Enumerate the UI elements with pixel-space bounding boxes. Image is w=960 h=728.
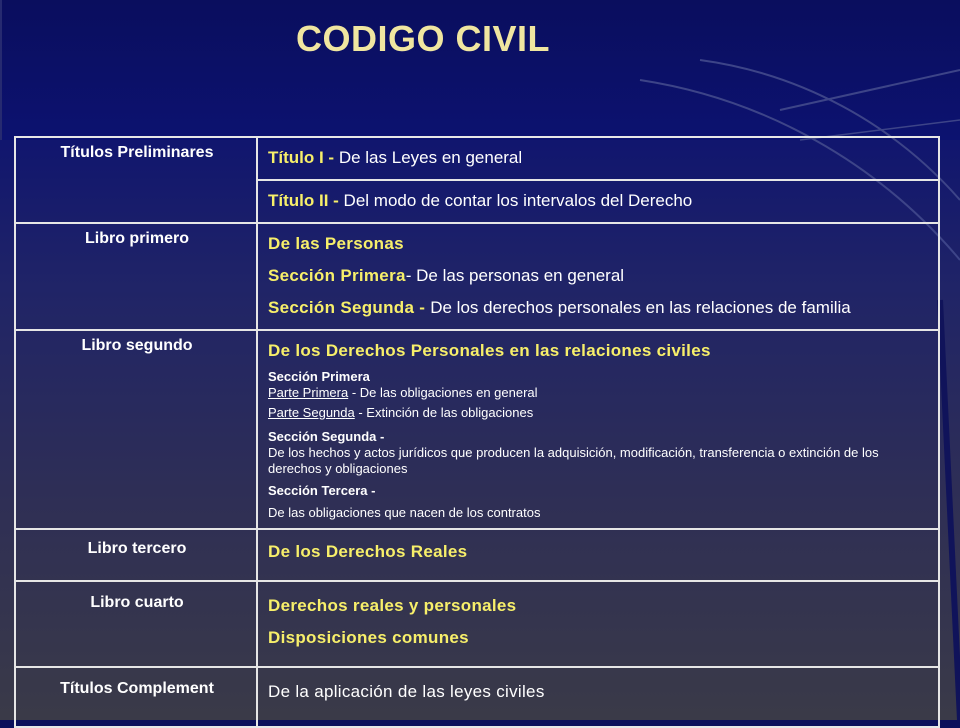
ls-parte-primera-text: - De las obligaciones en general — [348, 385, 538, 400]
table-row — [15, 330, 939, 529]
cell-libro-tercero — [257, 529, 939, 581]
titulos-complement-text: De la aplicación de las leyes civiles — [268, 682, 545, 701]
table-row — [15, 667, 939, 727]
libro-primero-heading: De las Personas — [268, 234, 404, 253]
lp-seccion-1-text: - De las personas en general — [405, 266, 625, 285]
ls-seccion-2-head: Sección Segunda - — [268, 429, 385, 444]
libro-cuarto-line-2: Disposiciones comunes — [268, 628, 469, 647]
ls-parte-segunda-link[interactable]: Parte Segunda — [268, 405, 355, 420]
cell-titulo-1 — [257, 137, 939, 180]
libro-cuarto-line-1: Derechos reales y personales — [268, 596, 517, 615]
row-label-libro-cuarto: Libro cuarto — [15, 581, 257, 667]
ls-seccion-3-head: Sección Tercera - — [268, 483, 376, 498]
lp-seccion-1-head: Sección Primera — [268, 266, 406, 285]
cell-titulos-complement — [257, 667, 939, 727]
page-title: CODIGO CIVIL — [296, 18, 551, 59]
lp-seccion-2-head: Sección Segunda - — [268, 298, 431, 317]
cell-libro-segundo — [257, 330, 939, 529]
codigo-civil-table — [14, 136, 940, 728]
libro-tercero-heading: De los Derechos Reales — [268, 542, 468, 561]
table-row — [15, 137, 939, 180]
row-label-titulos-preliminares: Títulos Preliminares — [15, 137, 257, 223]
titulo-1-text: De las Leyes en general — [338, 148, 523, 167]
libro-segundo-heading: De los Derechos Personales en las relaciones civiles — [268, 341, 711, 360]
table-row — [15, 529, 939, 581]
cell-titulo-2 — [257, 180, 939, 223]
lp-seccion-2-text: De los derechos personales en las relaciones de familia — [430, 298, 851, 317]
titulo-2-text: Del modo de contar los intervalos del Derecho — [343, 191, 693, 210]
ls-seccion-3-text: De las obligaciones que nacen de los contratos — [268, 505, 541, 520]
row-label-libro-segundo: Libro segundo — [15, 330, 257, 529]
row-label-libro-primero: Libro primero — [15, 223, 257, 330]
ls-parte-primera-link[interactable]: Parte Primera — [268, 385, 349, 400]
table-row — [15, 223, 939, 330]
cell-libro-primero — [257, 223, 939, 330]
row-label-libro-tercero: Libro tercero — [15, 529, 257, 581]
ls-parte-segunda-text: - Extinción de las obligaciones — [354, 405, 534, 420]
titulo-2-head: Título II - — [268, 191, 344, 210]
cell-libro-cuarto — [257, 581, 939, 667]
table-row — [15, 581, 939, 667]
row-label-titulos-complement: Títulos Complement — [15, 667, 257, 727]
ls-seccion-1-head: Sección Primera — [268, 369, 370, 384]
ls-seccion-2-text: De los hechos y actos jurídicos que producen la adquisición, modificación, transferencia o extinción de los derechos y obligaciones — [268, 445, 879, 476]
titulo-1-head: Título I - — [268, 148, 339, 167]
